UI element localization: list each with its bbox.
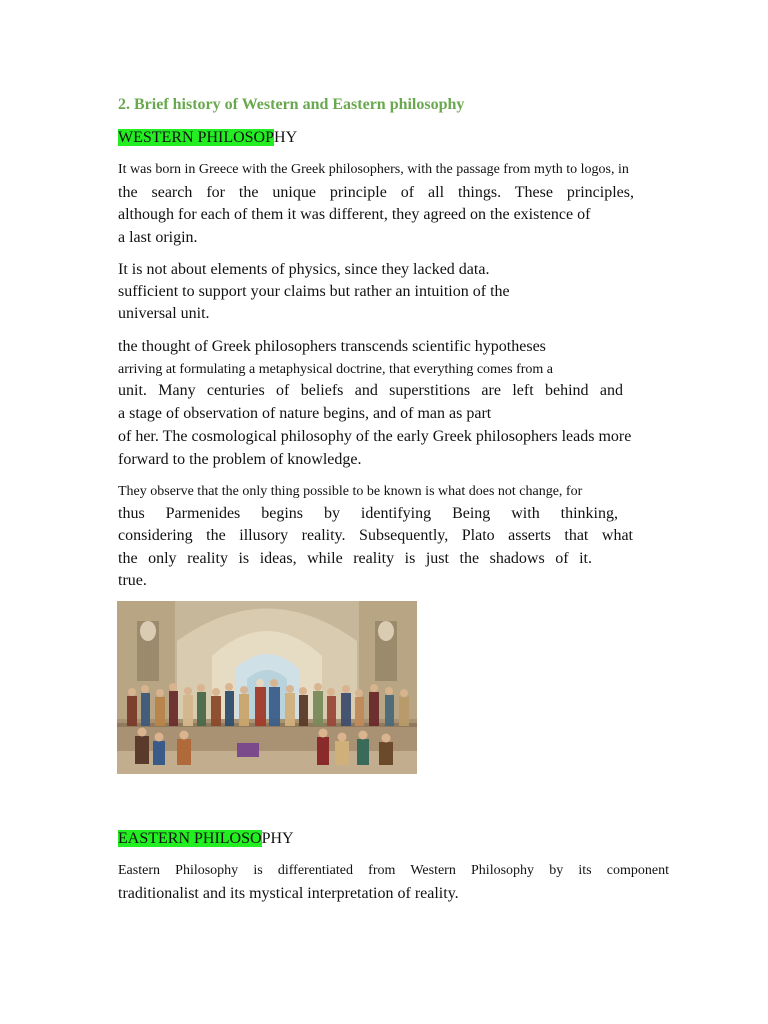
paragraph-line: the search for the unique principle of all things. These principles, [118, 184, 634, 201]
title-rest: PHY [261, 830, 294, 847]
paragraph-line: although for each of them it was different, they agreed on the existence of [118, 206, 591, 223]
paragraph-line: a stage of observation of nature begins, and of man as part [118, 405, 492, 422]
paragraph-line: unit. Many centuries of beliefs and superstitions are left behind and [118, 382, 623, 399]
eastern-philosophy-title [118, 829, 294, 849]
paragraph-line: true. [118, 572, 147, 589]
paragraph-line: thus Parmenides begins by identifying Being with thinking, [118, 505, 618, 522]
paragraph-line: a last origin. [118, 229, 198, 246]
painting-illustration [117, 601, 417, 774]
highlighted-text: EASTERN PHILOSO [118, 830, 262, 847]
paragraph-line: It was born in Greece with the Greek philosophers, with the passage from myth to logos, in [118, 162, 629, 177]
paragraph-line: traditionalist and its mystical interpretation of reality. [118, 885, 459, 902]
western-philosophy-title [118, 128, 297, 148]
paragraph-line: They observe that the only thing possible to be known is what does not change, for [118, 484, 583, 499]
paragraph-line: of her. The cosmological philosophy of the early Greek philosophers leads more [118, 428, 632, 445]
title-rest: HY [274, 129, 298, 146]
paragraph-line: sufficient to support your claims but rather an intuition of the [118, 283, 510, 300]
school-of-athens-painting [117, 601, 417, 774]
paragraph-line: the thought of Greek philosophers transcends scientific hypotheses [118, 338, 546, 355]
paragraph-line: forward to the problem of knowledge. [118, 451, 362, 468]
highlighted-text: WESTERN PHILOSOP [118, 129, 275, 146]
section-heading: 2. Brief history of Western and Eastern philosophy [118, 96, 465, 113]
paragraph-line: universal unit. [118, 305, 210, 322]
paragraph-line: arriving at formulating a metaphysical doctrine, that everything comes from a [118, 362, 554, 377]
paragraph-line: the only reality is ideas, while reality is just the shadows of it. [118, 550, 592, 567]
paragraph-line: It is not about elements of physics, since they lacked data. [118, 261, 490, 278]
paragraph-line: considering the illusory reality. Subsequently, Plato asserts that what [118, 527, 633, 544]
paragraph-line: Eastern Philosophy is differentiated from Western Philosophy by its component [118, 863, 669, 878]
